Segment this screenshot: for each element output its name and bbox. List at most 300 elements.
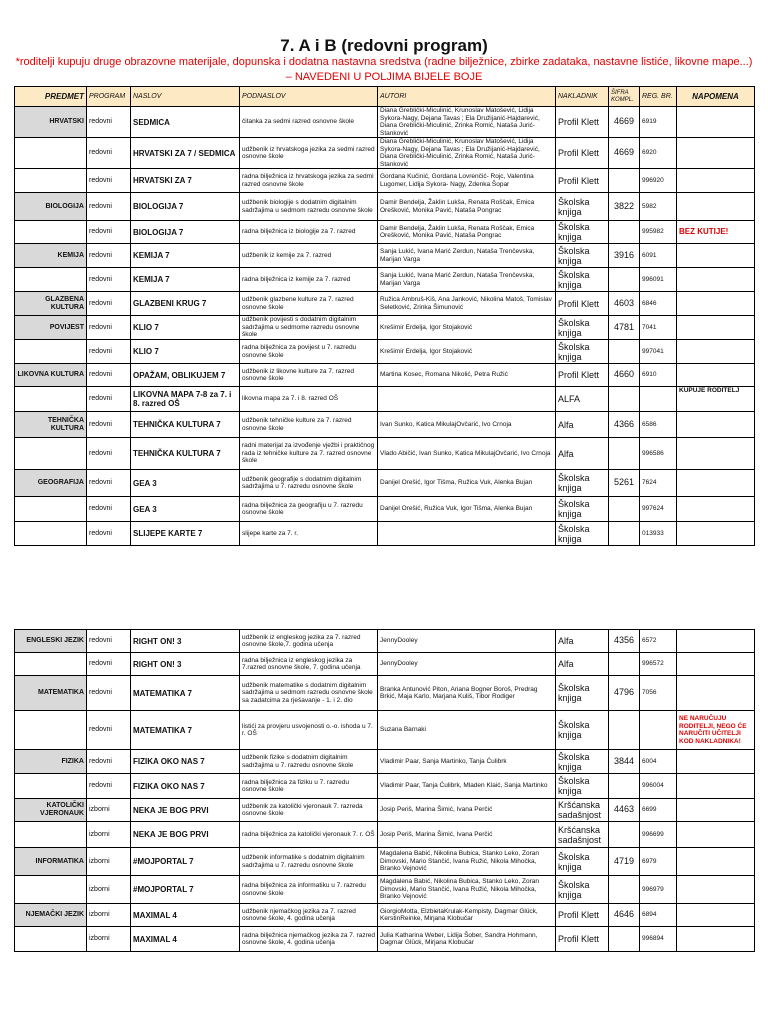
cell-nakladnik: Kršćanska sadašnjost	[556, 799, 609, 822]
parents-note: *roditelji kupuju druge obrazovne materijale, dopunska i dodatna nastavna sredstva (radne bilježnice, zbirke zadataka, nastavne listiće, likovne mape...) – NAVEDENI U POLJIMA BIJELE BOJE	[15, 56, 753, 83]
cell-podnaslov: udžbenik iz hrvatskoga jezika za sedmi razred osnovne škole	[240, 138, 378, 169]
cell-podnaslov: udžbenik za katolički vjeronauk 7. razreda osnovne škole	[240, 799, 378, 822]
cell-naslov: GEA 3	[131, 470, 240, 497]
cell-sifra: 5261	[609, 470, 640, 497]
cell-program: redovni	[87, 340, 131, 364]
table-row	[15, 750, 755, 774]
cell-predmet: BIOLOGIJA	[15, 193, 87, 221]
cell-naslov: BIOLOGIJA 7	[131, 221, 240, 244]
cell-program: izborni	[87, 876, 131, 904]
cell-predmet: MATEMATIKA	[15, 676, 87, 711]
cell-napomena	[677, 522, 755, 546]
cell-predmet: GLAZBENA KULTURA	[15, 292, 87, 316]
cell-autori: Damir Bendelja, Žaklin Lukša, Renata Roščak, Emica Orešković, Monika Pavić, Nataša Pongrac	[378, 193, 556, 221]
cell-autori: Suzana Barnaki	[378, 711, 556, 750]
cell-nakladnik: ALFA	[556, 387, 609, 412]
cell-podnaslov: udžbenik biologije s dodatnim digitalnim sadržajima u sedmom razredu osnovne škole	[240, 193, 378, 221]
cell-napomena	[677, 822, 755, 848]
cell-program: redovni	[87, 412, 131, 438]
cell-sifra	[609, 653, 640, 676]
cell-program: redovni	[87, 138, 131, 169]
cell-naslov: BIOLOGIJA 7	[131, 193, 240, 221]
cell-program: izborni	[87, 799, 131, 822]
cell-podnaslov: čitanka za sedmi razred osnovne škole	[240, 107, 378, 138]
cell-reg: 996091	[640, 268, 677, 292]
cell-podnaslov: udžbenik njemačkog jezika za 7. razred osnovne škole, 4. godina učenja	[240, 904, 378, 927]
table-row	[15, 292, 755, 316]
cell-autori: Magdalena Babić, Nikolina Bubica, Stanko Leko, Zoran Dimovski, Mario Stančić, Ivana Ružić, Nikola Mihočka, Branko Vejnović	[378, 876, 556, 904]
cell-predmet	[15, 822, 87, 848]
cell-nakladnik: Kršćanska sadašnjost	[556, 822, 609, 848]
cell-predmet: ENGLESKI JEZIK	[15, 630, 87, 653]
cell-predmet: KEMIJA	[15, 244, 87, 268]
cell-program: redovni	[87, 221, 131, 244]
cell-nakladnik: Alfa	[556, 438, 609, 470]
cell-program: redovni	[87, 268, 131, 292]
header-autori: AUTORI	[378, 87, 556, 107]
cell-autori: Vladimir Paar, Tanja Ćulibrk, Mladen Klaić, Sanja Martinko	[378, 774, 556, 799]
cell-sifra	[609, 438, 640, 470]
cell-podnaslov: udžbenik matematike s dodatnim digitalnim sadržajima u sedmom razredu osnovne škole sa zadatcima za rješavanje - 1. i 2. dio	[240, 676, 378, 711]
cell-program: izborni	[87, 904, 131, 927]
cell-naslov: KEMIJA 7	[131, 244, 240, 268]
cell-podnaslov: listići za provjeru usvojenosti o.-o. ishoda u 7. r. OŠ	[240, 711, 378, 750]
table-row	[15, 904, 755, 927]
cell-napomena: BEZ KUTIJE!	[677, 221, 755, 244]
table-row	[15, 169, 755, 193]
cell-reg: 997041	[640, 340, 677, 364]
cell-reg: 996004	[640, 774, 677, 799]
cell-predmet: FIZIKA	[15, 750, 87, 774]
cell-napomena	[677, 676, 755, 711]
cell-naslov: KLIO 7	[131, 340, 240, 364]
cell-reg: 6004	[640, 750, 677, 774]
cell-reg	[640, 387, 677, 412]
cell-podnaslov: udžbenik iz engleskog jezika za 7. razred osnovne škole,7. godina učenja	[240, 630, 378, 653]
cell-sifra	[609, 927, 640, 952]
table-row	[15, 799, 755, 822]
cell-podnaslov: udžbenik informatike s dodatnim digitalnim sadržajima u 7. razredu osnovne škole	[240, 848, 378, 876]
table-row	[15, 522, 755, 546]
table-row	[15, 316, 755, 340]
cell-naslov: OPAŽAM, OBLIKUJEM 7	[131, 364, 240, 387]
cell-nakladnik: Alfa	[556, 653, 609, 676]
cell-nakladnik: Alfa	[556, 630, 609, 653]
cell-program: redovni	[87, 364, 131, 387]
cell-predmet: POVIJEST	[15, 316, 87, 340]
cell-program: izborni	[87, 822, 131, 848]
cell-naslov: GLAZBENI KRUG 7	[131, 292, 240, 316]
cell-program: redovni	[87, 497, 131, 522]
cell-reg: 996699	[640, 822, 677, 848]
cell-nakladnik: Školska knjiga	[556, 268, 609, 292]
cell-naslov: KLIO 7	[131, 316, 240, 340]
cell-sifra: 3844	[609, 750, 640, 774]
book-list-table-2	[14, 629, 755, 952]
cell-naslov: FIZIKA OKO NAS 7	[131, 750, 240, 774]
cell-napomena	[677, 750, 755, 774]
cell-nakladnik: Profil Klett	[556, 292, 609, 316]
cell-napomena	[677, 630, 755, 653]
cell-napomena	[677, 848, 755, 876]
cell-reg: 997624	[640, 497, 677, 522]
cell-sifra	[609, 774, 640, 799]
cell-sifra: 4366	[609, 412, 640, 438]
cell-autori: Vlado Abičić, Ivan Sunko, Katica MikulajOvčarić, Ivo Crnoja	[378, 438, 556, 470]
header-podnaslov: PODNASLOV	[240, 87, 378, 107]
cell-podnaslov: likovna mapa za 7. i 8. razred OŠ	[240, 387, 378, 412]
cell-nakladnik: Školska knjiga	[556, 470, 609, 497]
cell-autori: Julia Katharina Weber, Lidija Šober, Sandra Hohmann, Dagmar Glück, Mirjana Klobučar	[378, 927, 556, 952]
cell-predmet: TEHNIČKA KULTURA	[15, 412, 87, 438]
cell-napomena	[677, 412, 755, 438]
cell-podnaslov: radna bilježnica iz engleskog jezika za 7.razred osnovne škole, 7. godina učenja	[240, 653, 378, 676]
cell-nakladnik: Profil Klett	[556, 904, 609, 927]
cell-naslov: #MOJPORTAL 7	[131, 876, 240, 904]
cell-program: izborni	[87, 848, 131, 876]
cell-nakladnik: Školska knjiga	[556, 848, 609, 876]
table-row	[15, 244, 755, 268]
cell-autori: Gordana Kučinić, Gordana Lovrenčić- Rojc, Valentina Lugomer, Lidija Sykora- Nagy, Zdenka Šopar	[378, 169, 556, 193]
cell-autori: Branka Antunović Piton, Ariana Bogner Boroš, Predrag Brkić, Maja Karlo, Marjana Kuliš, Tibor Rodiger	[378, 676, 556, 711]
cell-nakladnik: Profil Klett	[556, 169, 609, 193]
cell-autori: Krešimir Erdelja, Igor Stojaković	[378, 340, 556, 364]
cell-nakladnik: Profil Klett	[556, 107, 609, 138]
cell-program: redovni	[87, 750, 131, 774]
cell-sifra: 4356	[609, 630, 640, 653]
cell-program: redovni	[87, 653, 131, 676]
cell-podnaslov: slijepe karte za 7. r.	[240, 522, 378, 546]
cell-sifra	[609, 340, 640, 364]
cell-predmet: KATOLIČKI VJERONAUK	[15, 799, 87, 822]
cell-naslov: RIGHT ON! 3	[131, 653, 240, 676]
cell-autori: Diana Greblički-Miculinić, Krunoslav Matošević, Lidija Sykora-Nagy, Dejana Tavas ; Ela Družijanić-Hajdarević, Diana Greblički-Miculinić, Zrinka Romić, Nataša Jurić-Stanković	[378, 138, 556, 169]
cell-program: redovni	[87, 522, 131, 546]
cell-sifra	[609, 387, 640, 412]
cell-nakladnik: Profil Klett	[556, 927, 609, 952]
cell-sifra	[609, 522, 640, 546]
cell-podnaslov: udžbenik tehničke kulture za 7. razred osnovne škole	[240, 412, 378, 438]
table-row	[15, 268, 755, 292]
cell-predmet	[15, 169, 87, 193]
cell-napomena	[677, 107, 755, 138]
cell-reg: 996979	[640, 876, 677, 904]
cell-reg: 7624	[640, 470, 677, 497]
cell-sifra: 4796	[609, 676, 640, 711]
table-row	[15, 364, 755, 387]
cell-autori: Ružica Ambruš-Kiš, Ana Janković, Nikolina Matoš, Tomislav Seletković, Zrinka Šimunović	[378, 292, 556, 316]
cell-predmet: NJEMAČKI JEZIK	[15, 904, 87, 927]
cell-napomena	[677, 316, 755, 340]
cell-program: redovni	[87, 169, 131, 193]
cell-napomena	[677, 268, 755, 292]
cell-reg: 6699	[640, 799, 677, 822]
cell-predmet: HRVATSKI	[15, 107, 87, 138]
cell-sifra: 4669	[609, 107, 640, 138]
header-reg: REG. BR.	[640, 87, 677, 107]
cell-predmet	[15, 438, 87, 470]
header-napomena: NAPOMENA	[677, 87, 755, 107]
cell-naslov: NEKA JE BOG PRVI	[131, 799, 240, 822]
cell-autori: Josip Periš, Marina Šimić, Ivana Perčić	[378, 822, 556, 848]
cell-napomena	[677, 138, 755, 169]
cell-podnaslov: radna bilježnica iz biologije za 7. razred	[240, 221, 378, 244]
cell-podnaslov: radna bilježnica za informatiku u 7. razredu osnovne škole	[240, 876, 378, 904]
cell-predmet	[15, 387, 87, 412]
cell-nakladnik: Školska knjiga	[556, 711, 609, 750]
cell-podnaslov: radna bilježnica za katolički vjeronauk 7. r. OŠ	[240, 822, 378, 848]
cell-reg: 996586	[640, 438, 677, 470]
cell-sifra: 3822	[609, 193, 640, 221]
cell-program: redovni	[87, 676, 131, 711]
table-row	[15, 438, 755, 470]
cell-program: redovni	[87, 292, 131, 316]
cell-reg: 7041	[640, 316, 677, 340]
cell-podnaslov: udžbenik glazbene kulture za 7. razred osnovne škole	[240, 292, 378, 316]
cell-reg: 5982	[640, 193, 677, 221]
cell-nakladnik: Školska knjiga	[556, 774, 609, 799]
table-row	[15, 470, 755, 497]
cell-naslov: TEHNIČKA KULTURA 7	[131, 438, 240, 470]
cell-program: redovni	[87, 438, 131, 470]
cell-sifra: 4669	[609, 138, 640, 169]
cell-autori: Martina Kosec, Romana Nikolić, Petra Ružić	[378, 364, 556, 387]
cell-naslov: SLIJEPE KARTE 7	[131, 522, 240, 546]
table-row	[15, 848, 755, 876]
cell-autori: Sanja Lukić, Ivana Marić Zerdun, Nataša Trenčevska, Marijan Varga	[378, 244, 556, 268]
cell-autori	[378, 522, 556, 546]
cell-podnaslov: radna bilježnica njemačkog jezika za 7. razred osnovne škole, 4. godina učenja	[240, 927, 378, 952]
cell-sifra: 4660	[609, 364, 640, 387]
cell-reg: 6894	[640, 904, 677, 927]
table-row	[15, 927, 755, 952]
cell-naslov: KEMIJA 7	[131, 268, 240, 292]
cell-program: redovni	[87, 244, 131, 268]
cell-naslov: RIGHT ON! 3	[131, 630, 240, 653]
cell-naslov: MATEMATIKA 7	[131, 711, 240, 750]
cell-autori: Krešimir Erdelja, Igor Stojaković	[378, 316, 556, 340]
cell-podnaslov: radna bilježnica iz kemije za 7. razred	[240, 268, 378, 292]
cell-reg: 995982	[640, 221, 677, 244]
cell-reg: 6586	[640, 412, 677, 438]
cell-predmet	[15, 522, 87, 546]
cell-napomena	[677, 470, 755, 497]
cell-napomena	[677, 497, 755, 522]
cell-autori: JennyDooley	[378, 630, 556, 653]
table-row	[15, 340, 755, 364]
table-row	[15, 876, 755, 904]
table-row	[15, 138, 755, 169]
cell-reg	[640, 711, 677, 750]
cell-napomena	[677, 799, 755, 822]
cell-predmet: LIKOVNA KULTURA	[15, 364, 87, 387]
cell-napomena	[677, 292, 755, 316]
cell-naslov: HRVATSKI ZA 7 / SEDMICA	[131, 138, 240, 169]
cell-predmet	[15, 927, 87, 952]
cell-reg: 7056	[640, 676, 677, 711]
cell-sifra: 4463	[609, 799, 640, 822]
cell-sifra	[609, 711, 640, 750]
cell-napomena	[677, 169, 755, 193]
header-nakladnik: NAKLADNIK	[556, 87, 609, 107]
header-program: PROGRAM	[87, 87, 131, 107]
header-sifra: ŠIFRA KOMPL.	[609, 87, 640, 107]
cell-program: redovni	[87, 193, 131, 221]
cell-reg: 6919	[640, 107, 677, 138]
cell-reg: 996894	[640, 927, 677, 952]
cell-sifra: 3916	[609, 244, 640, 268]
cell-nakladnik: Školska knjiga	[556, 340, 609, 364]
cell-nakladnik: Alfa	[556, 412, 609, 438]
table-row	[15, 774, 755, 799]
cell-reg: 6979	[640, 848, 677, 876]
cell-autori: Ivan Sunko, Katica MikulajOvčarić, Ivo Crnoja	[378, 412, 556, 438]
cell-naslov: GEA 3	[131, 497, 240, 522]
table-row	[15, 497, 755, 522]
cell-program: redovni	[87, 630, 131, 653]
cell-naslov: SEDMICA	[131, 107, 240, 138]
cell-reg: 6091	[640, 244, 677, 268]
cell-sifra: 4719	[609, 848, 640, 876]
cell-napomena: NE NARUČUJU RODITELJI, NEGO ĆE NARUČITI UČITELJI KOD NAKLADNIKA!	[677, 711, 755, 750]
cell-podnaslov: udžbenik geografije s dodatnim digitalnim sadržajima u 7. razredu osnovne škole	[240, 470, 378, 497]
cell-autori: Diana Greblički-Miculinić, Krunoslav Matošević, Lidija Sykora-Nagy, Dejana Tavas ; Ela Družijanić-Hajdarević, Diana Greblički-Miculinić, Zrinka Romić, Nataša Jurić-Stanković	[378, 107, 556, 138]
cell-podnaslov: udžbenik povijesti s dodatnim digitalnim sadržajima u sedmome razredu osnovne škole	[240, 316, 378, 340]
cell-program: izborni	[87, 927, 131, 952]
cell-autori: Sanja Lukić, Ivana Marić Zerdun, Nataša Trenčevska, Marijan Varga	[378, 268, 556, 292]
header-predmet: PREDMET	[15, 87, 87, 107]
cell-naslov: TEHNIČKA KULTURA 7	[131, 412, 240, 438]
cell-naslov: MATEMATIKA 7	[131, 676, 240, 711]
cell-naslov: FIZIKA OKO NAS 7	[131, 774, 240, 799]
cell-naslov: LIKOVNA MAPA 7-8 za 7. i 8. razred OŠ	[131, 387, 240, 412]
cell-reg: 996920	[640, 169, 677, 193]
cell-predmet	[15, 268, 87, 292]
cell-napomena	[677, 927, 755, 952]
cell-program: redovni	[87, 711, 131, 750]
table-row	[15, 822, 755, 848]
cell-naslov: MAXIMAL 4	[131, 904, 240, 927]
cell-napomena	[677, 244, 755, 268]
cell-napomena	[677, 904, 755, 927]
cell-naslov: NEKA JE BOG PRVI	[131, 822, 240, 848]
cell-predmet: INFORMATIKA	[15, 848, 87, 876]
cell-napomena	[677, 340, 755, 364]
cell-naslov: HRVATSKI ZA 7	[131, 169, 240, 193]
cell-sifra	[609, 169, 640, 193]
cell-sifra: 4781	[609, 316, 640, 340]
cell-predmet	[15, 774, 87, 799]
cell-podnaslov: radna bilježnica za geografiju u 7. razredu osnovne škole	[240, 497, 378, 522]
cell-podnaslov: radna bilježnica za povijest u 7. razredu osnovne škole	[240, 340, 378, 364]
table-row	[15, 630, 755, 653]
cell-sifra: 4646	[609, 904, 640, 927]
cell-autori: Danijel Orešić, Ružica Vuk, Igor Tišma, Alenka Bujan	[378, 497, 556, 522]
cell-nakladnik: Školska knjiga	[556, 244, 609, 268]
cell-program: redovni	[87, 316, 131, 340]
cell-nakladnik: Školska knjiga	[556, 221, 609, 244]
header-naslov: NASLOV	[131, 87, 240, 107]
table-row	[15, 676, 755, 711]
cell-autori: JennyDooley	[378, 653, 556, 676]
cell-autori: Vladimir Paar, Sanja Martinko, Tanja Ćulibrk	[378, 750, 556, 774]
cell-napomena	[677, 438, 755, 470]
cell-nakladnik: Školska knjiga	[556, 876, 609, 904]
cell-sifra	[609, 822, 640, 848]
cell-nakladnik: Školska knjiga	[556, 316, 609, 340]
cell-predmet	[15, 653, 87, 676]
table-header-row	[15, 87, 755, 107]
cell-program: redovni	[87, 107, 131, 138]
book-list-table-1	[14, 86, 755, 546]
cell-podnaslov: udžbenik iz likovne kulture za 7. razred osnovne škole	[240, 364, 378, 387]
cell-napomena	[677, 876, 755, 904]
cell-predmet	[15, 221, 87, 244]
cell-reg: 6846	[640, 292, 677, 316]
cell-nakladnik: Školska knjiga	[556, 193, 609, 221]
cell-program: redovni	[87, 774, 131, 799]
table-row	[15, 653, 755, 676]
cell-podnaslov: radni materijal za izvođenje vježbi i praktičnog rada iz tehničke kulture za 7. razred osnovne škole	[240, 438, 378, 470]
cell-autori: Magdalena Babić, Nikolina Bubica, Stanko Leko, Zoran Dimovski, Mario Stančić, Ivana Ružić, Nikola Mihočka, Branko Vejnović	[378, 848, 556, 876]
cell-nakladnik: Profil Klett	[556, 138, 609, 169]
cell-naslov: #MOJPORTAL 7	[131, 848, 240, 876]
cell-nakladnik: Školska knjiga	[556, 676, 609, 711]
cell-predmet	[15, 876, 87, 904]
cell-reg: 6572	[640, 630, 677, 653]
cell-podnaslov: radna bilježnica za fiziku u 7. razredu osnovne škole	[240, 774, 378, 799]
table-row	[15, 412, 755, 438]
cell-predmet	[15, 340, 87, 364]
page-title: 7. A i B (redovni program)	[280, 36, 488, 55]
cell-reg: 013933	[640, 522, 677, 546]
table-row	[15, 221, 755, 244]
cell-autori: Damir Bendelja, Žaklin Lukša, Renata Roščak, Emica Orešković, Monika Pavić, Nataša Pongrac	[378, 221, 556, 244]
cell-reg: 6910	[640, 364, 677, 387]
cell-predmet	[15, 711, 87, 750]
cell-predmet	[15, 497, 87, 522]
cell-sifra	[609, 876, 640, 904]
cell-reg: 996572	[640, 653, 677, 676]
cell-nakladnik: Školska knjiga	[556, 522, 609, 546]
cell-predmet: GEOGRAFIJA	[15, 470, 87, 497]
cell-napomena	[677, 653, 755, 676]
cell-sifra: 4603	[609, 292, 640, 316]
cell-napomena	[677, 364, 755, 387]
cell-napomena	[677, 774, 755, 799]
cell-napomena	[677, 193, 755, 221]
table-row	[15, 107, 755, 138]
cell-sifra	[609, 268, 640, 292]
table-row	[15, 711, 755, 750]
cell-naslov: MAXIMAL 4	[131, 927, 240, 952]
cell-autori: Danijel Orešić, Igor Tišma, Ružica Vuk, Alenka Bujan	[378, 470, 556, 497]
cell-sifra	[609, 497, 640, 522]
table-row	[15, 193, 755, 221]
cell-podnaslov: radna bilježnica iz hrvatskoga jezika za sedmi razred osnovne škole	[240, 169, 378, 193]
cell-podnaslov: udžbenik fizike s dodatnim digitalnim sadržajima u 7. razredu osnovne škole	[240, 750, 378, 774]
cell-autori: Josip Periš, Marina Šimić, Ivana Perčić	[378, 799, 556, 822]
cell-predmet	[15, 138, 87, 169]
cell-reg: 6920	[640, 138, 677, 169]
cell-program: redovni	[87, 387, 131, 412]
cell-nakladnik: Školska knjiga	[556, 750, 609, 774]
cell-podnaslov: udžbenik iz kemije za 7. razred	[240, 244, 378, 268]
cell-autori: GiorgioMotta, ElzbietaKrulak-Kempisty, Dagmar Glück, KerstinReinke, Mirjana Klobučar	[378, 904, 556, 927]
cell-nakladnik: Profil Klett	[556, 364, 609, 387]
cell-autori	[378, 387, 556, 412]
cell-nakladnik: Školska knjiga	[556, 497, 609, 522]
